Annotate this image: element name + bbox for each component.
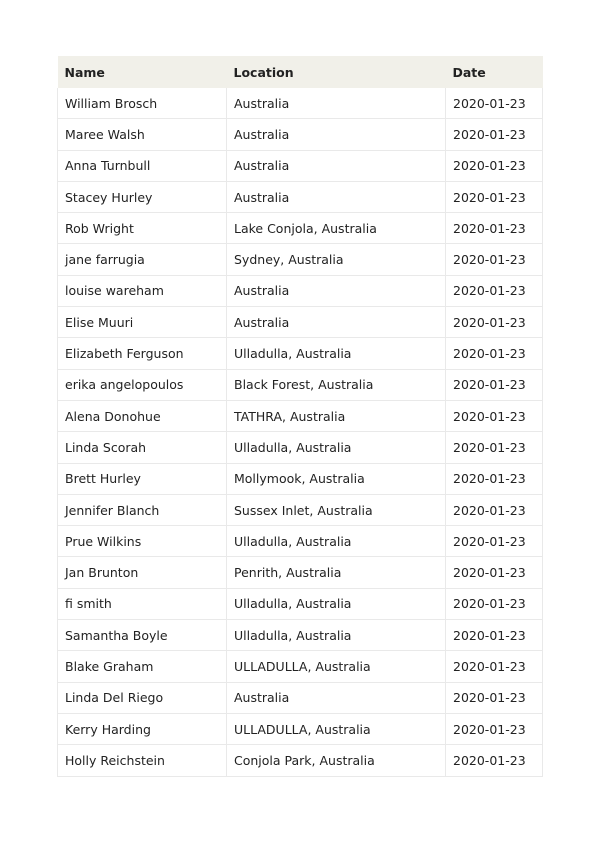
cell-date: 2020-01-23 xyxy=(446,682,543,713)
cell-date: 2020-01-23 xyxy=(446,588,543,619)
cell-name: Stacey Hurley xyxy=(58,181,227,212)
cell-name: Linda Del Riego xyxy=(58,682,227,713)
cell-date: 2020-01-23 xyxy=(446,119,543,150)
cell-name: Elise Muuri xyxy=(58,307,227,338)
cell-location: Conjola Park, Australia xyxy=(227,745,446,776)
cell-location: Australia xyxy=(227,181,446,212)
cell-name: Jan Brunton xyxy=(58,557,227,588)
cell-name: William Brosch xyxy=(58,88,227,119)
cell-location: Australia xyxy=(227,682,446,713)
cell-location: Black Forest, Australia xyxy=(227,369,446,400)
cell-location: Ulladulla, Australia xyxy=(227,588,446,619)
cell-date: 2020-01-23 xyxy=(446,181,543,212)
cell-date: 2020-01-23 xyxy=(446,526,543,557)
cell-location: Sydney, Australia xyxy=(227,244,446,275)
cell-name: Prue Wilkins xyxy=(58,526,227,557)
cell-name: Maree Walsh xyxy=(58,119,227,150)
table-row xyxy=(58,213,543,244)
cell-location: ULLADULLA, Australia xyxy=(227,651,446,682)
table-row xyxy=(58,338,543,369)
document-page xyxy=(57,56,542,777)
table-row xyxy=(58,651,543,682)
cell-date: 2020-01-23 xyxy=(446,432,543,463)
cell-location: ULLADULLA, Australia xyxy=(227,713,446,744)
table-row xyxy=(58,150,543,181)
table-row xyxy=(58,181,543,212)
cell-location: Sussex Inlet, Australia xyxy=(227,494,446,525)
cell-date: 2020-01-23 xyxy=(446,338,543,369)
table-body xyxy=(58,88,543,776)
cell-location: Lake Conjola, Australia xyxy=(227,213,446,244)
cell-date: 2020-01-23 xyxy=(446,369,543,400)
cell-date: 2020-01-23 xyxy=(446,150,543,181)
cell-date: 2020-01-23 xyxy=(446,651,543,682)
cell-location: Ulladulla, Australia xyxy=(227,432,446,463)
cell-date: 2020-01-23 xyxy=(446,713,543,744)
cell-name: erika angelopoulos xyxy=(58,369,227,400)
cell-name: Samantha Boyle xyxy=(58,620,227,651)
table-row xyxy=(58,432,543,463)
table-row xyxy=(58,119,543,150)
cell-location: Australia xyxy=(227,88,446,119)
header-date: Date xyxy=(446,56,543,88)
cell-date: 2020-01-23 xyxy=(446,88,543,119)
header-row xyxy=(58,56,543,88)
cell-date: 2020-01-23 xyxy=(446,244,543,275)
cell-date: 2020-01-23 xyxy=(446,494,543,525)
signatures-table xyxy=(57,56,543,777)
cell-name: Alena Donohue xyxy=(58,400,227,431)
table-row xyxy=(58,745,543,776)
table-row xyxy=(58,463,543,494)
header-location: Location xyxy=(227,56,446,88)
table-row xyxy=(58,369,543,400)
cell-name: Rob Wright xyxy=(58,213,227,244)
cell-name: Linda Scorah xyxy=(58,432,227,463)
cell-location: Australia xyxy=(227,119,446,150)
table-row xyxy=(58,588,543,619)
cell-date: 2020-01-23 xyxy=(446,275,543,306)
table-row xyxy=(58,620,543,651)
cell-location: Australia xyxy=(227,307,446,338)
cell-date: 2020-01-23 xyxy=(446,620,543,651)
cell-date: 2020-01-23 xyxy=(446,745,543,776)
cell-name: Holly Reichstein xyxy=(58,745,227,776)
cell-date: 2020-01-23 xyxy=(446,400,543,431)
cell-name: louise wareham xyxy=(58,275,227,306)
table-header xyxy=(58,56,543,88)
cell-name: Anna Turnbull xyxy=(58,150,227,181)
cell-date: 2020-01-23 xyxy=(446,557,543,588)
cell-name: Elizabeth Ferguson xyxy=(58,338,227,369)
cell-date: 2020-01-23 xyxy=(446,307,543,338)
cell-location: Ulladulla, Australia xyxy=(227,338,446,369)
cell-name: Brett Hurley xyxy=(58,463,227,494)
table-row xyxy=(58,494,543,525)
table-row xyxy=(58,307,543,338)
cell-location: TATHRA, Australia xyxy=(227,400,446,431)
cell-location: Ulladulla, Australia xyxy=(227,620,446,651)
cell-location: Australia xyxy=(227,150,446,181)
cell-date: 2020-01-23 xyxy=(446,213,543,244)
cell-location: Ulladulla, Australia xyxy=(227,526,446,557)
table-row xyxy=(58,244,543,275)
table-row xyxy=(58,526,543,557)
cell-date: 2020-01-23 xyxy=(446,463,543,494)
cell-location: Australia xyxy=(227,275,446,306)
table-row xyxy=(58,713,543,744)
table-row xyxy=(58,400,543,431)
table-row xyxy=(58,557,543,588)
cell-name: Jennifer Blanch xyxy=(58,494,227,525)
cell-name: jane farrugia xyxy=(58,244,227,275)
cell-name: fi smith xyxy=(58,588,227,619)
cell-location: Penrith, Australia xyxy=(227,557,446,588)
cell-name: Kerry Harding xyxy=(58,713,227,744)
table-row xyxy=(58,88,543,119)
table-row xyxy=(58,682,543,713)
header-name: Name xyxy=(58,56,227,88)
table-row xyxy=(58,275,543,306)
cell-location: Mollymook, Australia xyxy=(227,463,446,494)
cell-name: Blake Graham xyxy=(58,651,227,682)
